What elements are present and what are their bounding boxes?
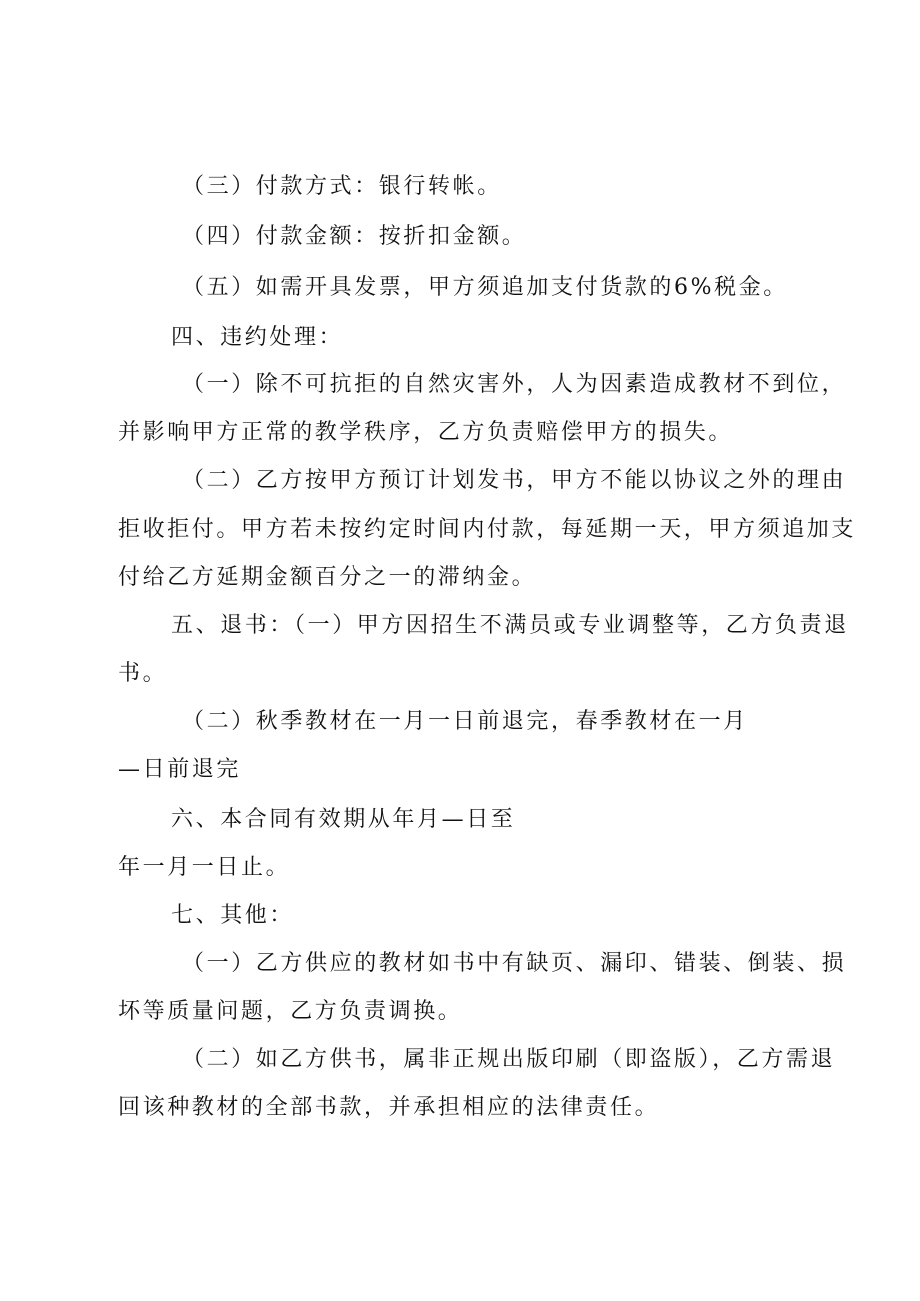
line-invoice-tax: （五）如需开具发票，甲方须追加支付货款的6%税金。 bbox=[182, 275, 788, 300]
line-payment-method: （三）付款方式：银行转帐。 bbox=[182, 174, 502, 199]
line-returns-2b: —日前退完 bbox=[118, 757, 242, 782]
line-breach-2b: 拒收拒付。甲方若未按约定时间内付款，每延期一天，甲方须追加支 bbox=[118, 517, 857, 542]
line-payment-amount: （四）付款金额：按折扣金额。 bbox=[182, 224, 527, 249]
heading-other: 七、其他： bbox=[171, 903, 295, 928]
line-returns-1b: 书。 bbox=[118, 661, 168, 686]
line-breach-1a: （一）除不可抗拒的自然灾害外，人为因素造成教材不到位， bbox=[182, 372, 847, 397]
line-returns-2a: （二）秋季教材在一月一日前退完，春季教材在一月 bbox=[182, 709, 748, 734]
line-breach-1b: 并影响甲方正常的教学秩序，乙方负责赔偿甲方的损失。 bbox=[118, 420, 734, 445]
line-returns-1a: 五、退书：（一）甲方因招生不满员或专业调整等，乙方负责退 bbox=[171, 613, 849, 638]
heading-breach: 四、违约处理： bbox=[171, 325, 344, 350]
line-other-1b: 坏等质量问题，乙方负责调换。 bbox=[118, 999, 463, 1024]
line-validity-b: 年一月一日止。 bbox=[118, 855, 291, 880]
line-breach-2a: （二）乙方按甲方预订计划发书，甲方不能以协议之外的理由 bbox=[182, 468, 847, 493]
line-other-2b: 回该种教材的全部书款，并承担相应的法律责任。 bbox=[118, 1095, 660, 1120]
line-other-1a: （一）乙方供应的教材如书中有缺页、漏印、错装、倒装、损 bbox=[182, 951, 847, 976]
line-breach-2c: 付给乙方延期金额百分之一的滞纳金。 bbox=[118, 565, 537, 590]
line-validity-a: 六、本合同有效期从年月—日至 bbox=[171, 807, 516, 832]
line-other-2a: （二）如乙方供书，属非正规出版印刷（即盗版），乙方需退 bbox=[182, 1047, 836, 1072]
